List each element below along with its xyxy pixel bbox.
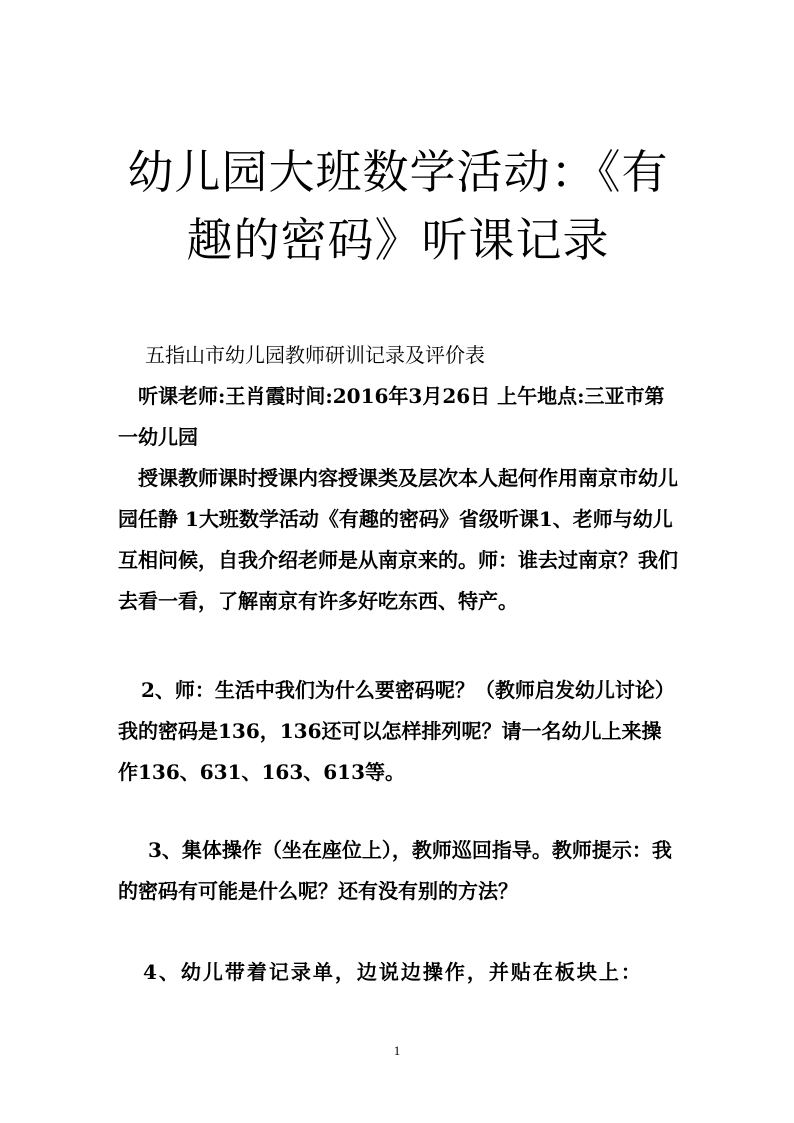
page-number: 1	[393, 1043, 401, 1058]
paragraph-lesson-step-3: 3、集体操作（坐在座位上），教师巡回指导。教师提示：我的密码有可能是什么呢？还有没有别的方法？	[118, 838, 672, 903]
document-title: 幼儿园大班数学活动：《有趣的密码》听课记录	[127, 145, 669, 267]
paragraph-observer-info: 听课老师:王肖霞时间:2016年3月26日 上午地点:三亚市第一幼儿园	[118, 384, 665, 449]
paragraph-lesson-step-4: 4、幼儿带着记录单，边说边操作，并贴在板块上：	[143, 960, 643, 984]
paragraph-lesson-step-1: 授课教师课时授课内容授课类及层次本人起何作用南京市幼儿园任静 1大班数学活动《有趣的密码》省级听课1、老师与幼儿互相问候，自我介绍老师是从南京来的。师：谁去过南京？我们去看一看，了解南京有许多好吃东西、特产。	[118, 466, 678, 613]
paragraph-lesson-step-2: 2、师：生活中我们为什么要密码呢？（教师启发幼儿讨论）我的密码是136，136还可以怎样排列呢？请一名幼儿上来操作136、631、163、613等。	[118, 678, 675, 784]
paragraph-form-title: 五指山市幼儿园教师研训记录及评价表	[145, 343, 485, 367]
